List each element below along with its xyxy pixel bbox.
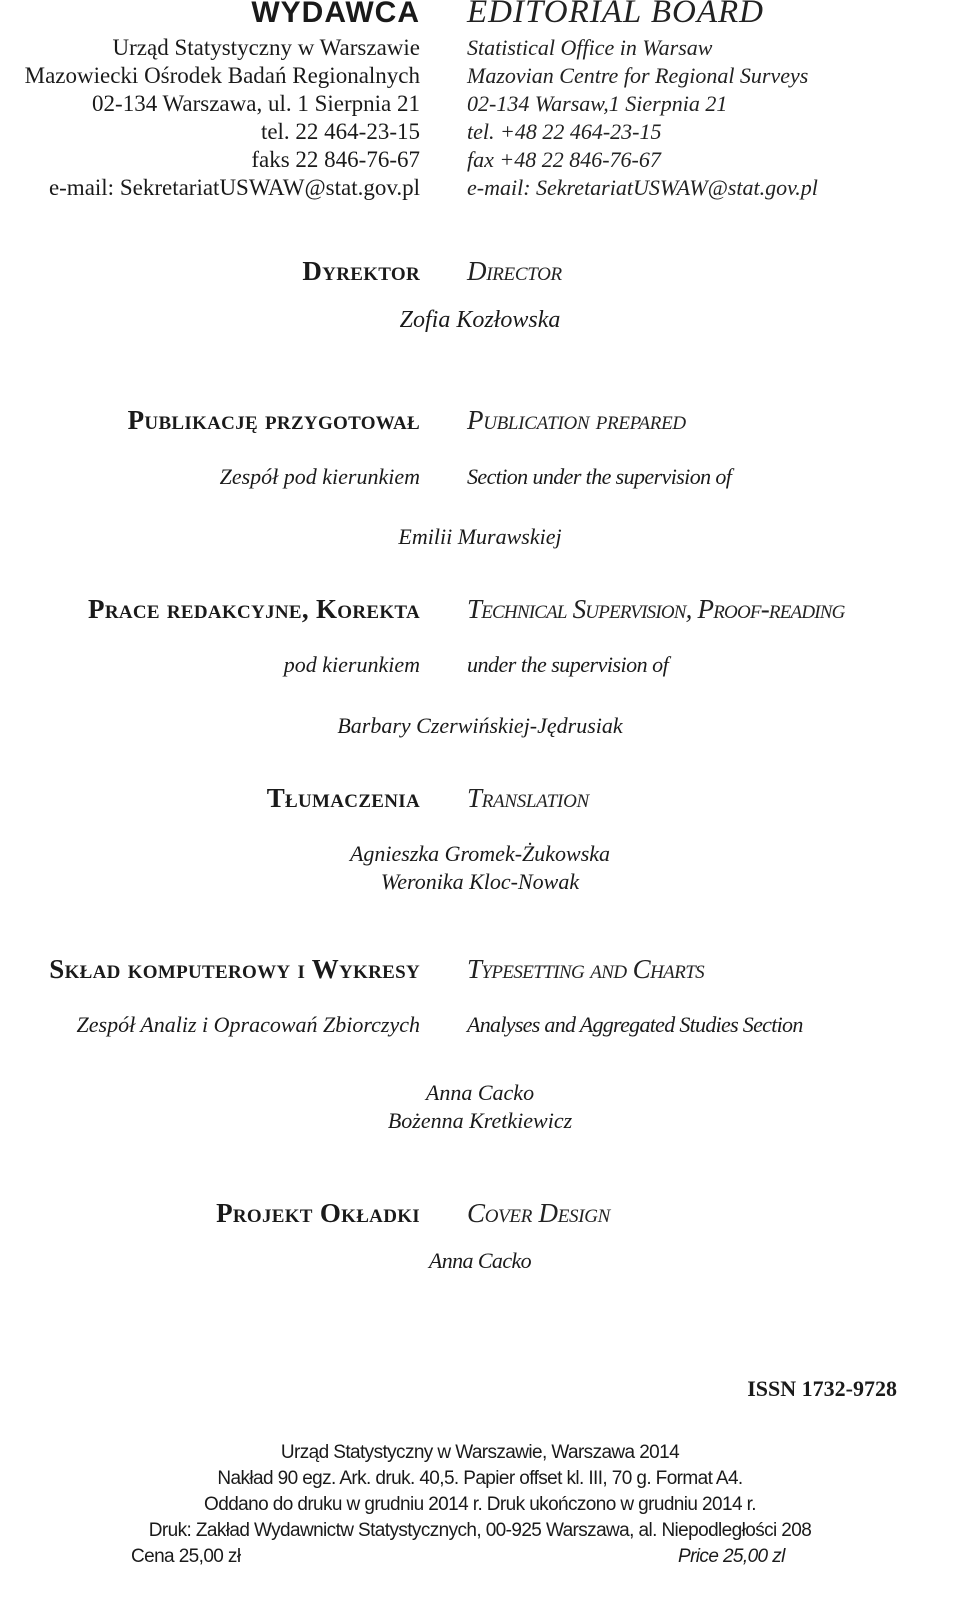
imprint-line: Druk: Zakład Wydawnictw Statystycznych, 00-925 Warszawa, al. Niepodległości 208 bbox=[148, 1520, 812, 1541]
issn: ISSN 1732-9728 bbox=[747, 1376, 897, 1401]
typesetting-sub-en: Analyses and Aggregated Studies Section bbox=[467, 1012, 803, 1037]
editing-name: Barbary Czerwińskiej-Jędrusiak bbox=[337, 713, 623, 738]
price-en: Price 25,00 zl bbox=[678, 1546, 785, 1567]
cover-label-pl: Projekt Okładki bbox=[216, 1198, 420, 1228]
publisher-line-pl: e-mail: SekretariatUSWAW@stat.gov.pl bbox=[48, 175, 420, 200]
editing-label-en: Technical Supervision, Proof-reading bbox=[467, 594, 845, 624]
publisher-line-en: fax +48 22 846-76-67 bbox=[467, 147, 661, 172]
cover-designer-name: Anna Cacko bbox=[428, 1248, 532, 1273]
typesetter-name: Bożenna Kretkiewicz bbox=[387, 1108, 573, 1133]
translator-name: Weronika Kloc-Nowak bbox=[380, 869, 580, 894]
typesetting-label-en: Typesetting and Charts bbox=[467, 954, 705, 984]
publisher-line-pl: 02-134 Warszawa, ul. 1 Sierpnia 21 bbox=[92, 91, 420, 116]
publisher-line-en: Mazovian Centre for Regional Surveys bbox=[467, 63, 809, 88]
publisher-line-en: 02-134 Warsaw,1 Sierpnia 21 bbox=[467, 91, 728, 116]
translator-name: Agnieszka Gromek-Żukowska bbox=[349, 841, 611, 866]
director-label-pl: Dyrektor bbox=[302, 256, 420, 286]
editing-label-pl: Prace redakcyjne, Korekta bbox=[88, 594, 420, 624]
imprint-line: Oddano do druku w grudniu 2014 r. Druk ukończono w grudniu 2014 r. bbox=[204, 1494, 756, 1515]
publisher-line-en: e-mail: SekretariatUSWAW@stat.gov.pl bbox=[467, 175, 818, 200]
publisher-address-pl bbox=[25, 34, 420, 202]
publication-sub-pl: Zespół pod kierunkiem bbox=[219, 464, 420, 489]
publisher-heading-en: EDITORIAL BOARD bbox=[467, 0, 765, 30]
typesetting-names bbox=[0, 1079, 960, 1135]
imprint-line: Urząd Statystyczny w Warszawie, Warszawa 2014 bbox=[280, 1442, 680, 1463]
publisher-line-pl: Mazowiecki Ośrodek Badań Regionalnych bbox=[24, 63, 420, 88]
publisher-line-pl: tel. 22 464-23-15 bbox=[260, 119, 420, 144]
publisher-heading-pl: WYDAWCA bbox=[251, 0, 420, 29]
translation-names bbox=[0, 840, 960, 896]
translation-label-pl: Tłumaczenia bbox=[266, 783, 420, 813]
cover-label-en: Cover Design bbox=[467, 1198, 611, 1228]
typesetting-label-pl: Skład komputerowy i Wykresy bbox=[49, 954, 420, 984]
imprint-line: Nakład 90 egz. Ark. druk. 40,5. Papier offset kl. III, 70 g. Format A4. bbox=[217, 1468, 743, 1489]
editing-sub-en: under the supervision of bbox=[467, 652, 669, 677]
price-pl: Cena 25,00 zł bbox=[131, 1546, 241, 1567]
publication-sub-en: Section under the supervision of bbox=[467, 464, 732, 489]
publisher-line-pl: Urząd Statystyczny w Warszawie bbox=[112, 35, 420, 60]
director-label-en: Director bbox=[467, 256, 562, 286]
translation-label-en: Translation bbox=[467, 783, 589, 813]
publication-label-pl: Publikację przygotował bbox=[127, 405, 420, 435]
publication-label-en: Publication prepared bbox=[467, 405, 686, 435]
publication-name: Emilii Murawskiej bbox=[398, 524, 562, 549]
publisher-address-en bbox=[467, 34, 818, 202]
imprint bbox=[0, 1440, 960, 1544]
publisher-line-pl: faks 22 846-76-67 bbox=[251, 147, 420, 172]
typesetter-name: Anna Cacko bbox=[425, 1080, 535, 1105]
publisher-line-en: tel. +48 22 464-23-15 bbox=[467, 119, 662, 144]
typesetting-sub-pl: Zespół Analiz i Opracowań Zbiorczych bbox=[76, 1012, 420, 1037]
director-name: Zofia Kozłowska bbox=[399, 307, 561, 333]
editing-sub-pl: pod kierunkiem bbox=[283, 652, 420, 677]
publisher-line-en: Statistical Office in Warsaw bbox=[467, 35, 713, 60]
